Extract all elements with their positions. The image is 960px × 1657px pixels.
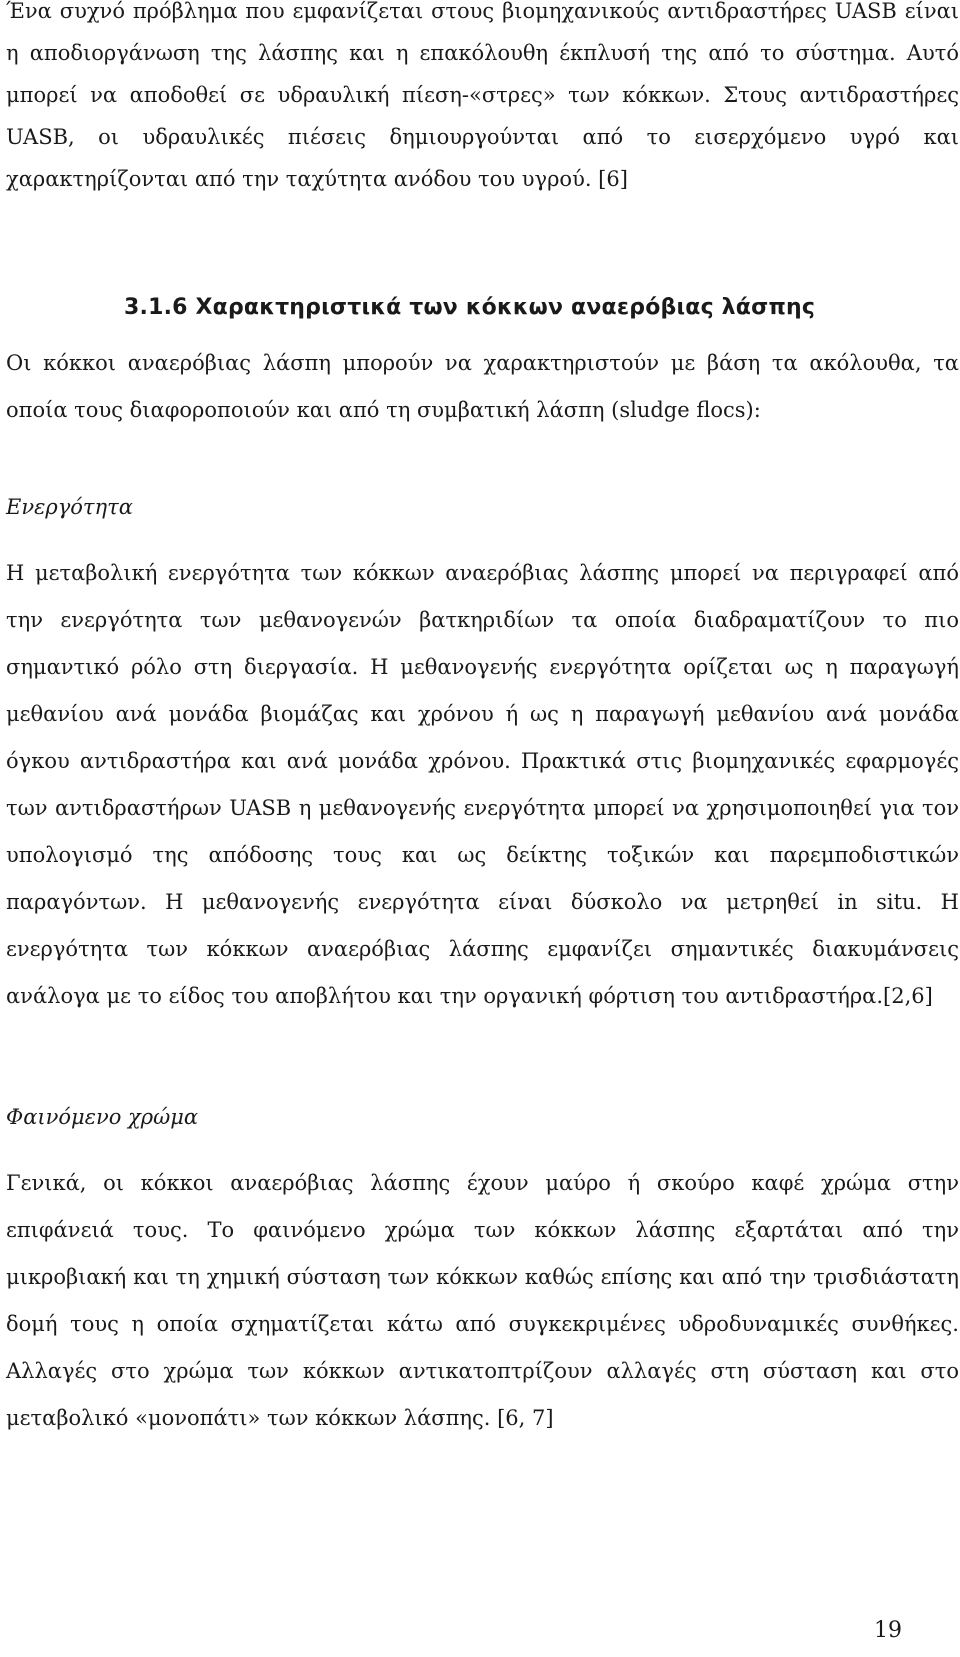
section-heading: 3.1.6 Χαρακτηριστικά των κόκκων αναερόβιας λάσπης <box>124 295 816 320</box>
paragraph-section-intro: Οι κόκκοι αναερόβιας λάσπη μπορούν να χαρακτηριστούν με βάση τα ακόλουθα, τα οποία τους διαφοροποιούν και από τη συμβατική λάσπη (sludge flocs): <box>6 351 959 422</box>
subheading-activity: Ενεργότητα <box>6 495 133 519</box>
paragraph-color: Γενικά, οι κόκκοι αναερόβιας λάσπης έχουν μαύρο ή σκούρο καφέ χρώμα στην επιφάνειά τους. Το φαινόμενο χρώμα των κόκκων λάσπης εξαρτάται από την μικροβιακή και τη χημική σύσταση των κόκκων καθώς επίσης και από την τρισδιάστατη δομή τους η οποία σχηματίζεται κάτω από συγκεκριμένες υδροδυναμικές συνθήκες. Αλλαγές στο χρώμα των κόκκων αντικατοπτρίζουν αλλαγές στη σύσταση και στο μεταβολικό «μονοπάτι» των κόκκων λάσπης. [6, 7] <box>6 1171 959 1430</box>
paragraph-intro: Ένα συχνό πρόβλημα που εμφανίζεται στους βιομηχανικούς αντιδραστήρες UASB είναι η αποδιοργάνωση της λάσπης και η επακόλουθη έκπλυσή της από το σύστημα. Αυτό μπορεί να αποδοθεί σε υδραυλική πίεση-«στρες» των κόκκων. Στους αντιδραστήρες UASB, οι υδραυλικές πιέσεις δημιουργούνται από το εισερχόμενο υγρό και χαρακτηρίζονται από την ταχύτητα ανόδου του υγρού. [6] <box>6 0 959 191</box>
paragraph-activity: Η μεταβολική ενεργότητα των κόκκων αναερόβιας λάσπης μπορεί να περιγραφεί από την ενεργότητα των μεθανογενών βατκηριδίων τα οποία διαδραματίζουν το πιο σημαντικό ρόλο στη διεργασία. Η μεθανογενής ενεργότητα ορίζεται ως η παραγωγή μεθανίου ανά μονάδα βιομάζας και χρόνου ή ως η παραγωγή μεθανίου ανά μονάδα όγκου αντιδραστήρα και ανά μονάδα χρόνου. Πρακτικά στις βιομηχανικές εφαρμογές των αντιδραστήρων UASB η μεθανογενής ενεργότητα μπορεί να χρησιμοποιηθεί για τον υπολογισμό της απόδοσης τους και ως δείκτης τοξικών και παρεμποδιστικών παραγόντων. Η μεθανογενής ενεργότητα είναι δύσκολο να μετρηθεί in situ. Η ενεργότητα των κόκκων αναερόβιας λάσπης εμφανίζει σημαντικές διακυμάνσεις ανάλογα με το είδος του αποβλήτου και την οργανική φόρτιση του αντιδραστήρα.[2,6] <box>6 561 959 1008</box>
page-number: 19 <box>874 1618 902 1643</box>
subheading-color: Φαινόμενο χρώμα <box>6 1105 199 1129</box>
